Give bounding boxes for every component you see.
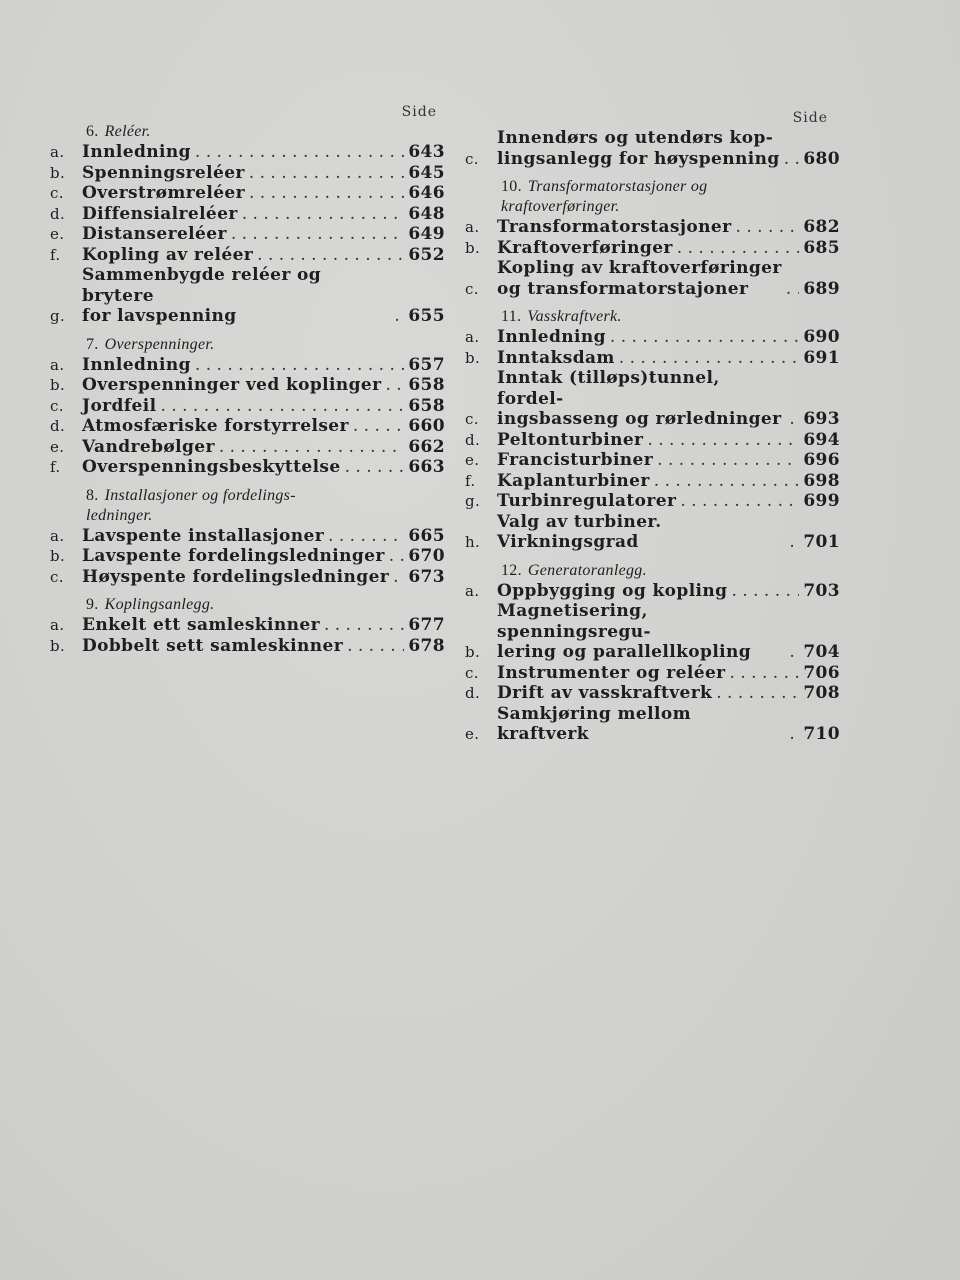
entry-title: Innledning bbox=[82, 142, 191, 162]
toc-entry bbox=[50, 396, 445, 417]
entry-title: Peltonturbiner bbox=[497, 429, 644, 450]
entry-body bbox=[82, 615, 445, 636]
entry-page-number: 680 bbox=[803, 148, 840, 169]
dot-leader bbox=[789, 724, 799, 745]
section-title-text: Vasskraftverk. bbox=[527, 308, 622, 325]
entry-letter: e. bbox=[50, 437, 65, 456]
entry-page-number: 677 bbox=[408, 615, 445, 635]
entry-letter: c. bbox=[465, 410, 479, 428]
entry-page-number: 660 bbox=[408, 416, 445, 436]
toc-entry bbox=[465, 258, 840, 299]
entry-title: Francisturbiner bbox=[497, 450, 654, 470]
entry-letter: b. bbox=[465, 643, 481, 661]
section-title-text: Generatoranlegg. bbox=[527, 561, 647, 579]
entry-title: Samkjøring mellom kraftverk bbox=[497, 703, 691, 744]
entry-page-number: 673 bbox=[408, 566, 445, 587]
entry-letter: b. bbox=[50, 163, 66, 182]
entry-body bbox=[82, 567, 445, 588]
entry-title: Lavspente installasjoner bbox=[82, 525, 325, 546]
entry-letter: a. bbox=[50, 616, 65, 634]
entry-body bbox=[497, 683, 840, 704]
entry-body bbox=[82, 546, 445, 567]
section-number: 7. bbox=[86, 335, 99, 353]
entry-body bbox=[82, 396, 445, 417]
dot-leader bbox=[657, 450, 799, 471]
entry-letter: b. bbox=[50, 636, 66, 655]
entry-body bbox=[497, 327, 840, 348]
toc-section bbox=[465, 561, 840, 745]
entry-title: Kaplanturbiner bbox=[497, 470, 650, 491]
entry-body bbox=[497, 663, 840, 684]
dot-leader bbox=[345, 457, 405, 478]
toc-entry bbox=[50, 183, 445, 204]
entry-body bbox=[82, 183, 445, 204]
entry-letter: e. bbox=[465, 725, 480, 743]
dot-leader bbox=[647, 430, 799, 451]
entry-body bbox=[497, 471, 840, 492]
entry-title: Kopling av reléer bbox=[82, 244, 254, 265]
entry-page-number: 678 bbox=[408, 635, 445, 656]
entry-body bbox=[82, 163, 445, 184]
dot-leader bbox=[393, 567, 404, 588]
dot-leader bbox=[242, 204, 405, 225]
toc-entry bbox=[50, 245, 445, 266]
side-header: Side bbox=[792, 110, 828, 126]
entry-letter: b. bbox=[465, 238, 481, 257]
entry-body bbox=[497, 348, 840, 369]
entry-title: Turbinregulatorer bbox=[497, 491, 677, 511]
toc-entry bbox=[465, 704, 840, 745]
section-number: 8. bbox=[86, 486, 99, 504]
entry-letter: c. bbox=[50, 184, 64, 202]
toc-section bbox=[50, 486, 445, 588]
entry-page-number: 691 bbox=[803, 347, 840, 368]
entry-body bbox=[497, 217, 840, 238]
section-title bbox=[50, 595, 445, 615]
toc-entry bbox=[465, 368, 840, 430]
entry-body bbox=[497, 581, 840, 602]
entry-page-number: 698 bbox=[803, 470, 840, 491]
toc-entry bbox=[50, 224, 445, 245]
entry-title: Kopling av kraftoverføringer og transformatorstajoner bbox=[497, 258, 782, 299]
entry-title: Valg av turbiner. Virkningsgrad bbox=[497, 511, 662, 552]
entry-page-number: 703 bbox=[803, 580, 840, 601]
entry-body bbox=[497, 430, 840, 451]
entry-title: Overstrømreléer bbox=[82, 183, 245, 203]
entry-title: Atmosfæriske forstyrrelser bbox=[82, 416, 349, 436]
section-title bbox=[465, 307, 840, 327]
toc-section bbox=[50, 335, 445, 478]
entry-page-number: 645 bbox=[408, 162, 445, 183]
entry-body bbox=[497, 601, 840, 663]
toc-entry bbox=[465, 581, 840, 602]
toc-entry bbox=[465, 217, 840, 238]
entry-letter: d. bbox=[465, 430, 481, 449]
entry-body bbox=[82, 437, 445, 458]
section-number: 9. bbox=[86, 596, 99, 613]
entry-page-number: 708 bbox=[803, 683, 840, 703]
dot-leader bbox=[680, 491, 799, 512]
dot-leader bbox=[716, 683, 799, 704]
entry-letter: a. bbox=[50, 143, 65, 161]
dot-leader bbox=[789, 532, 799, 553]
section-title-text: Koplingsanlegg. bbox=[104, 596, 215, 613]
entry-letter: c. bbox=[465, 663, 479, 682]
entry-page-number: 643 bbox=[408, 142, 445, 162]
entry-body bbox=[497, 258, 840, 299]
toc-entry bbox=[465, 601, 840, 663]
entry-page-number: 701 bbox=[803, 532, 840, 552]
section-number: 11. bbox=[501, 308, 522, 325]
entry-body bbox=[82, 355, 445, 376]
entry-letter: d. bbox=[50, 204, 66, 223]
dot-leader bbox=[347, 636, 404, 657]
entry-letter: b. bbox=[50, 376, 66, 394]
entry-letter: a. bbox=[50, 355, 65, 374]
entry-page-number: 689 bbox=[803, 278, 840, 299]
toc-lead-entries bbox=[465, 128, 840, 169]
entry-body bbox=[82, 416, 445, 437]
entry-title: Drift av vasskraftverk bbox=[497, 683, 713, 703]
toc-entry bbox=[465, 471, 840, 492]
entry-title: Innledning bbox=[82, 354, 191, 375]
dot-leader bbox=[249, 183, 404, 204]
dot-leader bbox=[654, 471, 800, 492]
dot-leader bbox=[619, 348, 800, 369]
entry-title: Jordfeil bbox=[82, 395, 157, 416]
entry-title: Instrumenter og reléer bbox=[497, 662, 726, 683]
entry-letter: c. bbox=[50, 567, 64, 586]
toc-entry bbox=[50, 163, 445, 184]
entry-body bbox=[82, 265, 445, 327]
toc-entry bbox=[50, 355, 445, 376]
toc-entry bbox=[50, 457, 445, 478]
dot-leader bbox=[195, 355, 404, 376]
entry-title: Lavspente fordelingsledninger bbox=[82, 546, 385, 566]
dot-leader bbox=[249, 163, 405, 184]
entry-body bbox=[497, 128, 840, 169]
dot-leader bbox=[731, 581, 799, 602]
entry-body bbox=[82, 204, 445, 225]
entry-page-number: 693 bbox=[803, 409, 840, 429]
entry-page-number: 655 bbox=[408, 306, 445, 326]
dot-leader bbox=[736, 217, 800, 238]
entry-letter: a. bbox=[50, 526, 65, 545]
entry-title: Høyspente fordelingsledninger bbox=[82, 566, 390, 587]
toc-entry bbox=[465, 430, 840, 451]
entry-letter: g. bbox=[50, 307, 66, 325]
section-title bbox=[50, 486, 445, 526]
entry-page-number: 658 bbox=[408, 375, 445, 395]
section-title bbox=[465, 177, 840, 217]
entry-title: Diffensialreléer bbox=[82, 203, 238, 224]
toc-entry bbox=[50, 142, 445, 163]
dot-leader bbox=[160, 396, 404, 417]
dot-leader bbox=[786, 279, 800, 300]
entry-page-number: 694 bbox=[803, 429, 840, 450]
entry-body bbox=[82, 526, 445, 547]
section-title bbox=[50, 122, 445, 142]
entry-page-number: 663 bbox=[408, 457, 445, 477]
entry-letter: d. bbox=[465, 684, 481, 702]
entry-title: Sammenbygde reléer og brytere for lavspenning bbox=[82, 265, 322, 326]
entry-title: Oppbygging og kopling bbox=[497, 580, 728, 601]
entry-letter: f. bbox=[50, 245, 61, 264]
toc-section bbox=[50, 122, 445, 327]
entry-page-number: 704 bbox=[803, 642, 840, 662]
toc-entry bbox=[465, 683, 840, 704]
dot-leader bbox=[324, 615, 404, 636]
section-title-text: Overspenninger. bbox=[104, 335, 215, 353]
toc-section bbox=[50, 595, 445, 656]
toc-entry bbox=[465, 663, 840, 684]
entry-title: Magnetisering, spenningsregu- lering og parallellkopling bbox=[497, 601, 752, 662]
toc-entry bbox=[465, 450, 840, 471]
entry-page-number: 648 bbox=[408, 203, 445, 224]
entry-letter: d. bbox=[50, 417, 66, 435]
entry-title: Transformatorstasjoner bbox=[497, 217, 732, 237]
dot-leader bbox=[195, 142, 404, 163]
entry-title: Inntaksdam bbox=[497, 347, 615, 368]
toc-entry bbox=[50, 265, 445, 327]
entry-body bbox=[497, 491, 840, 512]
entry-page-number: 646 bbox=[408, 183, 445, 203]
entry-letter: h. bbox=[465, 533, 481, 551]
entry-page-number: 657 bbox=[408, 354, 445, 375]
entry-letter: a. bbox=[465, 328, 480, 346]
section-number: 10. bbox=[501, 178, 522, 195]
entry-body bbox=[497, 704, 840, 745]
side-header: Side bbox=[401, 104, 437, 120]
entry-page-number: 696 bbox=[803, 450, 840, 470]
entry-title: Distansereléer bbox=[82, 224, 227, 244]
entry-page-number: 682 bbox=[803, 217, 840, 237]
entry-letter: a. bbox=[465, 218, 480, 236]
entry-page-number: 670 bbox=[408, 546, 445, 566]
entry-title: Inntak (tilløps)tunnel, fordel- ingsbasseng og rørledninger bbox=[497, 368, 782, 429]
toc-entry bbox=[50, 437, 445, 458]
entry-letter: c. bbox=[465, 279, 479, 298]
dot-leader bbox=[730, 663, 800, 684]
toc-entry bbox=[50, 636, 445, 657]
entry-title: Overspenninger ved koplinger bbox=[82, 375, 382, 395]
section-title bbox=[50, 335, 445, 355]
dot-leader bbox=[610, 327, 799, 348]
dot-leader bbox=[328, 526, 404, 547]
entry-body bbox=[82, 375, 445, 396]
entry-title: Overspenningsbeskyttelse bbox=[82, 457, 341, 477]
entry-page-number: 665 bbox=[408, 525, 445, 546]
toc-entry bbox=[50, 546, 445, 567]
entry-letter: f. bbox=[465, 471, 476, 490]
entry-body bbox=[497, 368, 840, 430]
entry-page-number: 662 bbox=[408, 436, 445, 457]
dot-leader bbox=[389, 546, 405, 567]
entry-title: Innendørs og utendørs kop- lingsanlegg for høyspenning bbox=[497, 128, 780, 169]
toc-entry bbox=[50, 615, 445, 636]
dot-leader bbox=[231, 224, 405, 245]
entry-page-number: 690 bbox=[803, 327, 840, 347]
entry-body bbox=[497, 450, 840, 471]
toc-section bbox=[465, 307, 840, 553]
entry-title: Enkelt ett samleskinner bbox=[82, 615, 320, 635]
toc-entry bbox=[50, 526, 445, 547]
toc-left-column bbox=[50, 104, 445, 664]
entry-letter: f. bbox=[50, 458, 61, 476]
section-number: 6. bbox=[86, 123, 99, 140]
section-title-text: Installasjoner og fordelings- ledninger. bbox=[86, 486, 296, 524]
entry-letter: e. bbox=[50, 225, 65, 243]
dot-leader bbox=[784, 149, 800, 170]
entry-title: Dobbelt sett samleskinner bbox=[82, 635, 344, 656]
entry-letter: g. bbox=[465, 492, 481, 510]
entry-letter: e. bbox=[465, 451, 480, 469]
entry-page-number: 699 bbox=[803, 491, 840, 511]
toc-section bbox=[465, 177, 840, 299]
dot-leader bbox=[394, 306, 404, 327]
dot-leader bbox=[257, 245, 404, 266]
toc-entry bbox=[465, 348, 840, 369]
section-title-text: Reléer. bbox=[104, 123, 151, 140]
toc-entry bbox=[465, 512, 840, 553]
toc-entry bbox=[465, 238, 840, 259]
entry-page-number: 658 bbox=[408, 395, 445, 416]
toc-right-column bbox=[465, 110, 840, 753]
toc-entry bbox=[50, 204, 445, 225]
entry-title: Vandrebølger bbox=[82, 436, 215, 457]
entry-body bbox=[82, 245, 445, 266]
toc-entry bbox=[465, 327, 840, 348]
toc-entry bbox=[465, 128, 840, 169]
entry-title: Kraftoverføringer bbox=[497, 237, 673, 258]
entry-letter: c. bbox=[465, 149, 479, 168]
dot-leader bbox=[353, 416, 404, 437]
toc-entry bbox=[465, 491, 840, 512]
entry-title: Spenningsreléer bbox=[82, 162, 245, 183]
entry-body bbox=[497, 238, 840, 259]
entry-letter: a. bbox=[465, 581, 480, 600]
entry-page-number: 685 bbox=[803, 237, 840, 258]
dot-leader bbox=[219, 437, 405, 458]
section-title-text: Transformatorstasjoner og kraftoverføringer. bbox=[501, 178, 708, 215]
entry-title: Innledning bbox=[497, 327, 606, 347]
dot-leader bbox=[789, 409, 799, 430]
toc-entry bbox=[50, 416, 445, 437]
toc-entry bbox=[50, 375, 445, 396]
section-title bbox=[465, 561, 840, 581]
entry-body bbox=[82, 142, 445, 163]
entry-page-number: 649 bbox=[408, 224, 445, 244]
entry-body bbox=[82, 224, 445, 245]
entry-page-number: 706 bbox=[803, 662, 840, 683]
entry-body bbox=[82, 636, 445, 657]
entry-letter: b. bbox=[50, 547, 66, 565]
entry-page-number: 652 bbox=[408, 244, 445, 265]
entry-letter: c. bbox=[50, 396, 64, 415]
entry-page-number: 710 bbox=[803, 724, 840, 744]
entry-letter: b. bbox=[465, 348, 481, 367]
section-number: 12. bbox=[501, 561, 522, 579]
dot-leader bbox=[677, 238, 800, 259]
dot-leader bbox=[386, 375, 405, 396]
entry-body bbox=[82, 457, 445, 478]
toc-entry bbox=[50, 567, 445, 588]
dot-leader bbox=[789, 642, 799, 663]
entry-body bbox=[497, 512, 840, 553]
